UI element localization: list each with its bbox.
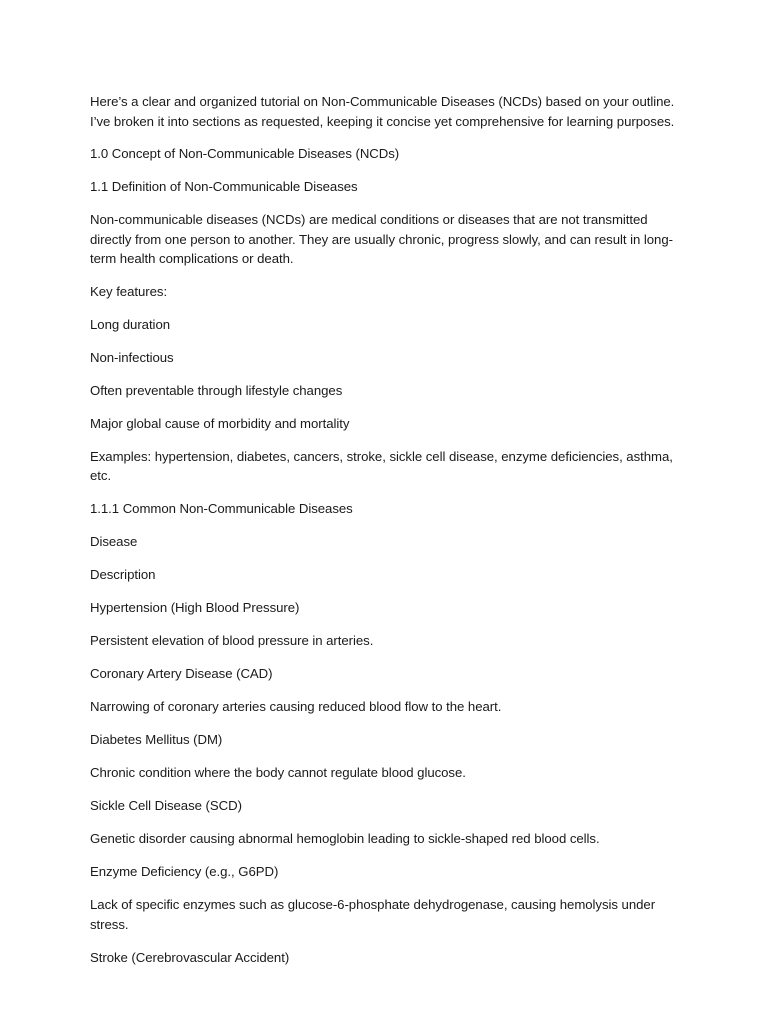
disease-description: Lack of specific enzymes such as glucose-6-phosphate dehydrogenase, causing hemolysis under stress. [90, 897, 656, 932]
disease-description: Genetic disorder causing abnormal hemoglobin leading to sickle-shaped red blood cells. [90, 831, 600, 847]
disease-description: Narrowing of coronary arteries causing reduced blood flow to the heart. [90, 699, 502, 715]
section-heading-1-1-1: 1.1.1 Common Non-Communicable Diseases [90, 501, 353, 517]
table-header-description: Description [90, 567, 156, 583]
section-heading-1-0: 1.0 Concept of Non-Communicable Diseases (NCDs) [90, 146, 400, 162]
disease-name: Hypertension (High Blood Pressure) [90, 600, 300, 616]
document-page [90, 92, 690, 981]
key-feature-item: Major global cause of morbidity and mortality [90, 415, 350, 431]
disease-name: Sickle Cell Disease (SCD) [90, 798, 242, 814]
disease-name: Enzyme Deficiency (e.g., G6PD) [90, 864, 279, 880]
definition-paragraph: Non-communicable diseases (NCDs) are medical conditions or diseases that are not transmitted directly from one person to another. They are usually chronic, progress slowly, and can result in long-term health complications or death. [90, 212, 673, 267]
section-heading-1-1: 1.1 Definition of Non-Communicable Diseases [90, 179, 358, 195]
disease-name: Stroke (Cerebrovascular Accident) [90, 949, 290, 965]
key-features-heading: Key features: [90, 283, 168, 299]
examples-paragraph: Examples: hypertension, diabetes, cancers, stroke, sickle cell disease, enzyme deficiencies, asthma, etc. [90, 448, 673, 484]
disease-description: Persistent elevation of blood pressure in arteries. [90, 633, 374, 649]
disease-name: Coronary Artery Disease (CAD) [90, 666, 273, 682]
key-feature-item: Often preventable through lifestyle changes [90, 382, 343, 398]
disease-description: Chronic condition where the body cannot regulate blood glucose. [90, 765, 466, 781]
disease-name: Diabetes Mellitus (DM) [90, 732, 223, 748]
key-feature-item: Long duration [90, 316, 171, 332]
table-header-disease: Disease [90, 534, 138, 550]
intro-paragraph: Here’s a clear and organized tutorial on Non-Communicable Diseases (NCDs) based on your outline. I’ve broken it into sections as requested, keeping it concise yet comprehensive for learning purposes. [90, 94, 675, 129]
key-feature-item: Non-infectious [90, 349, 174, 365]
